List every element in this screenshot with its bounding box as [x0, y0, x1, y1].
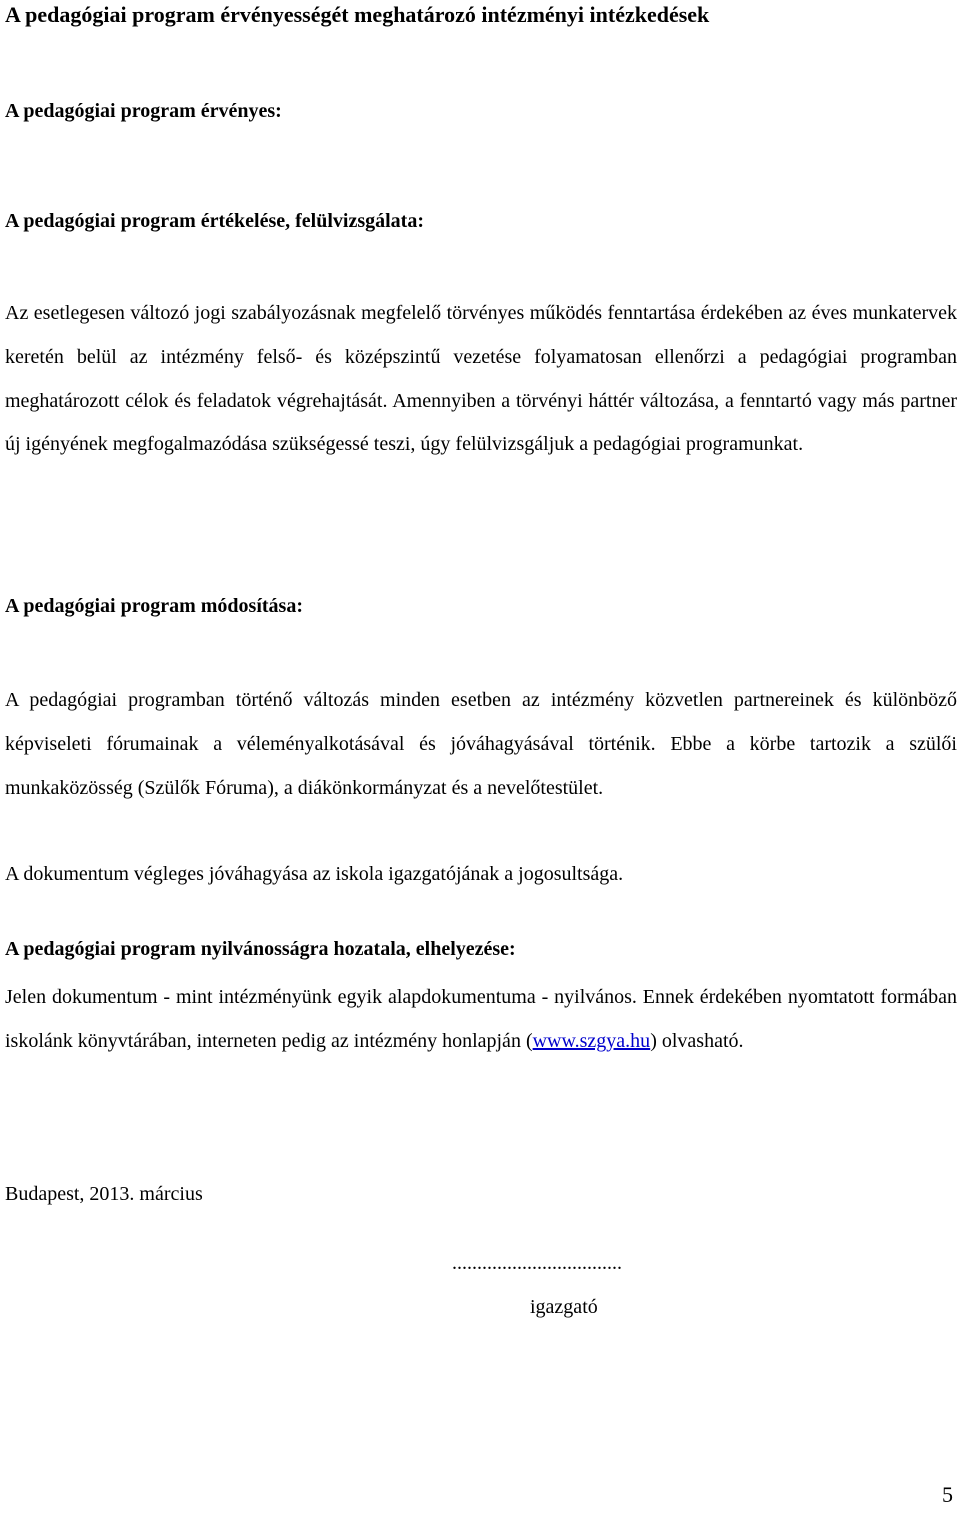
- page-title: A pedagógiai program érvényességét meghatározó intézményi intézkedések: [5, 2, 710, 27]
- heading-program-review: A pedagógiai program értékelése, felülvizsgálata:: [5, 210, 425, 232]
- paragraph-program-public: [5, 976, 957, 1064]
- heading-program-modify: A pedagógiai program módosítása:: [5, 595, 303, 617]
- page-number: 5: [942, 1482, 953, 1507]
- heading-program-public: A pedagógiai program nyilvánosságra hozatala, elhelyezése:: [5, 938, 516, 960]
- paragraph-program-review: Az esetlegesen változó jogi szabályozásnak megfelelő törvényes működés fenntartása érdekében az éves munkatervek keretén belül az intézmény felső- és középszintű vezetése folyamatosan ellenőrzi a pedagógiai programban meghatározott célok és feladatok végrehajtását. Amennyiben a törvényi háttér változása, a fenntartó vagy más partner új igényének megfogalmazódása szükségessé teszi, úgy felülvizsgáljuk a pedagógiai programunkat.: [5, 302, 957, 456]
- place-date: Budapest, 2013. március: [5, 1183, 203, 1205]
- school-website-link[interactable]: www.szgya.hu: [532, 1029, 651, 1052]
- paragraph-program-modify: A pedagógiai programban történő változás minden esetben az intézmény közvetlen partnereinek és különböző képviseleti fórumainak a véleményalkotásával és jóváhagyásával történik. Ebbe a körbe tartozik a szülői munkaközösség (Szülők Fóruma), a diákönkormányzat és a nevelőtestület.: [5, 689, 957, 799]
- public-text-before-link: Jelen dokumentum - mint intézményünk egyik alapdokumentuma - nyilvános. Ennek érdekében nyomtatott formában iskolánk könyvtárában, interneten pedig az intézmény honlapján (: [5, 986, 957, 1052]
- document-page: [5, 0, 957, 1515]
- signature-line: ..................................: [452, 1252, 622, 1274]
- signature-role: igazgató: [530, 1296, 598, 1318]
- paragraph-approval: A dokumentum végleges jóváhagyása az iskola igazgatójának a jogosultsága.: [5, 863, 624, 885]
- public-text-after-link: ) olvasható.: [650, 1029, 744, 1052]
- heading-program-valid: A pedagógiai program érvényes:: [5, 100, 282, 122]
